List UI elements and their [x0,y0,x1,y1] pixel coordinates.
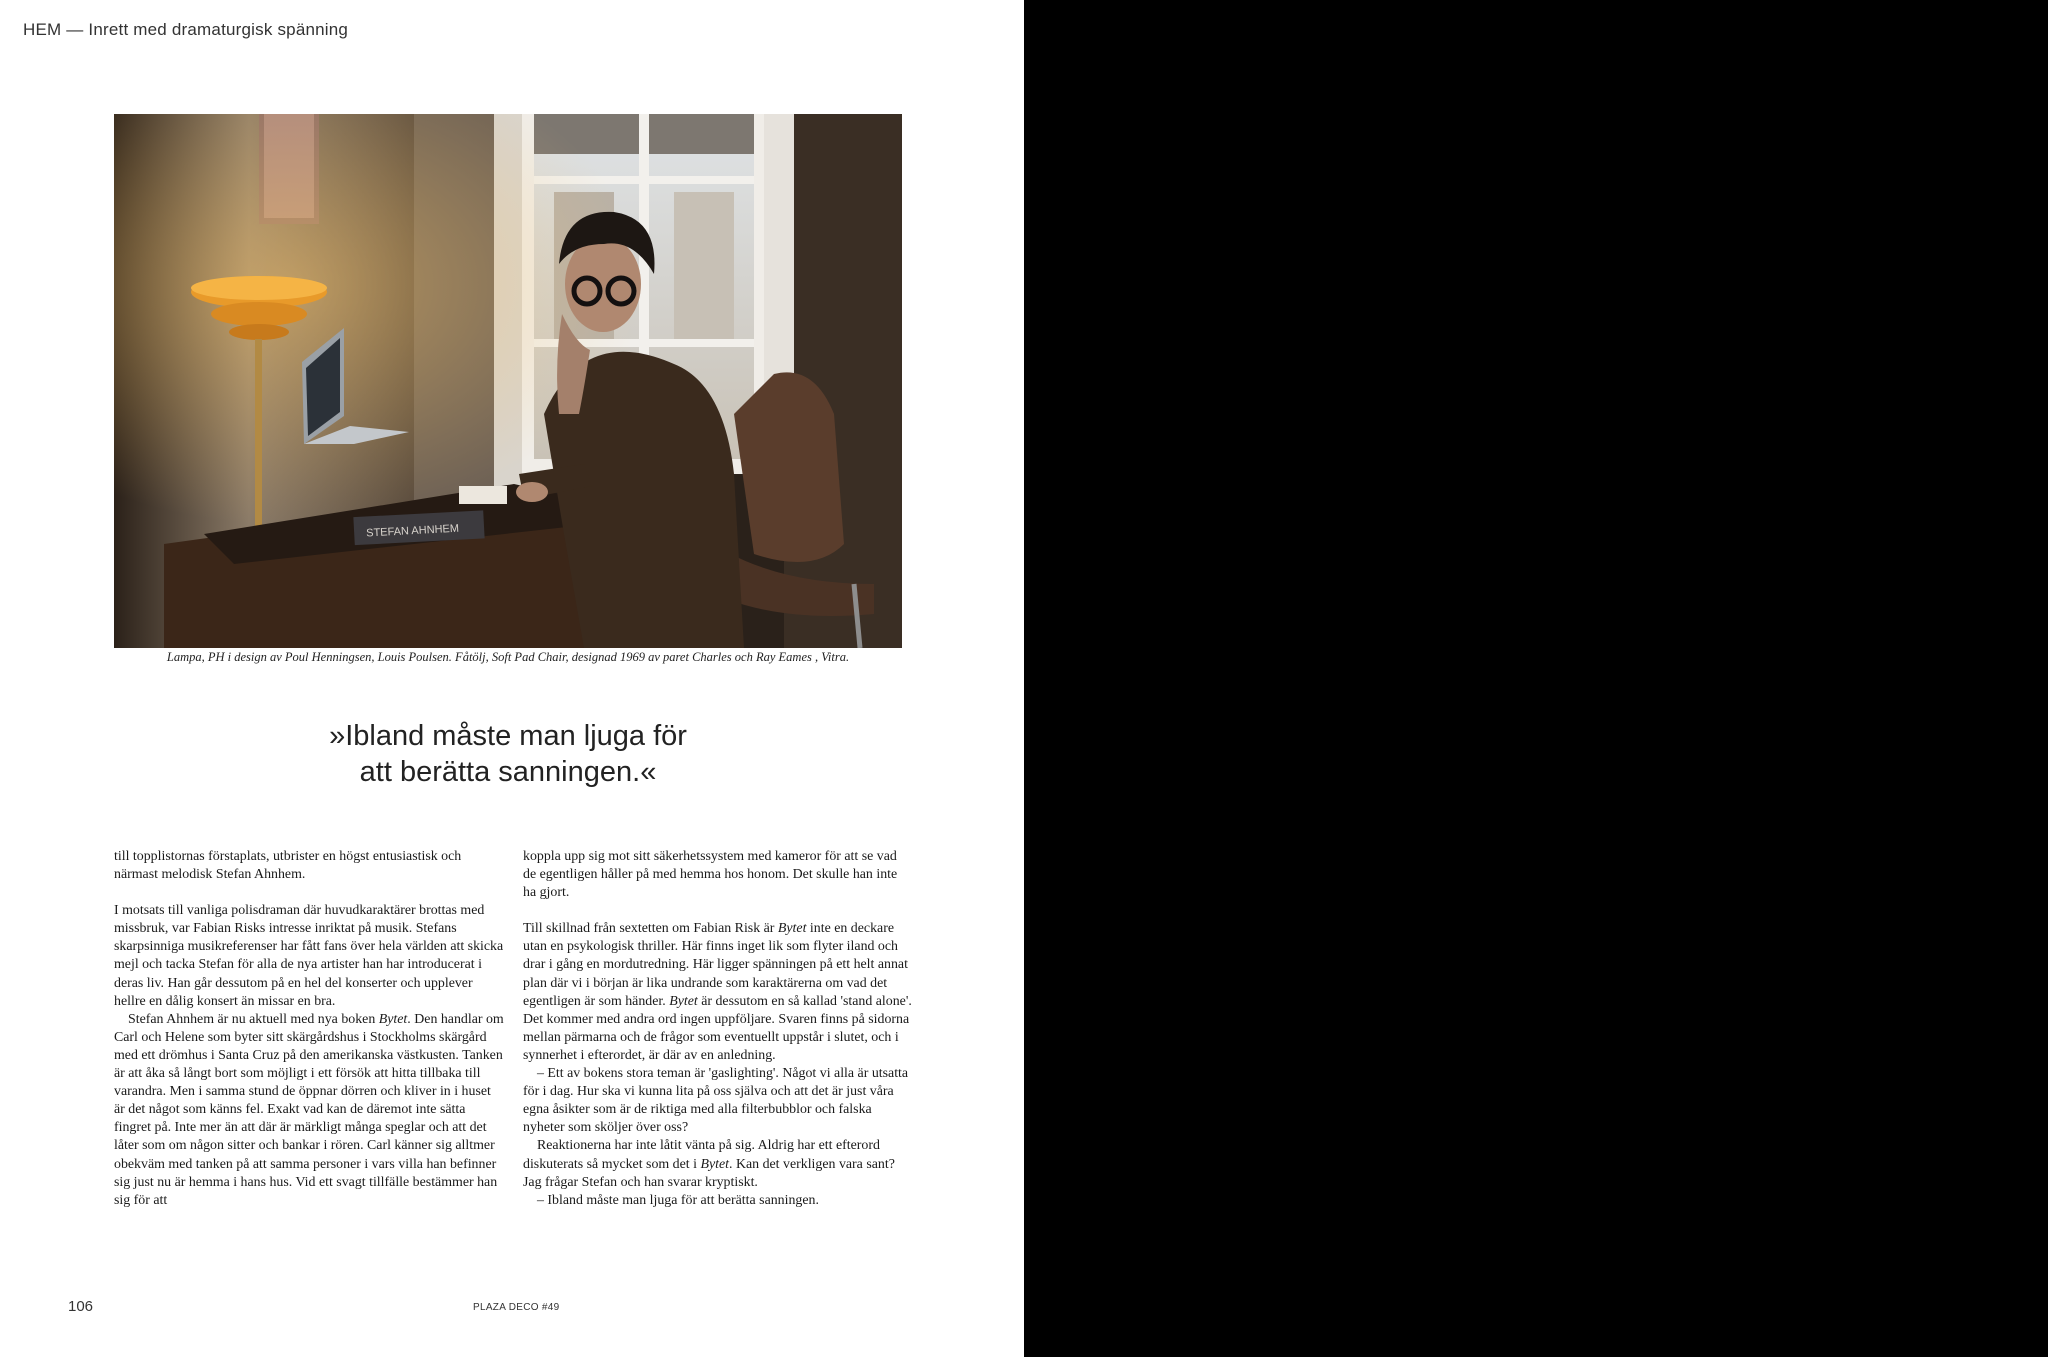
book-title: Bytet [378,1011,408,1027]
paragraph: I motsats till vanliga polisdraman där huvudkaraktärer brottas med missbruk, var Fabian Risks intresse inriktat på musik. Stefans skarpsinniga musikreferenser har fått fans över hela världen att skicka mejl och tacka Stefan för alla de nya artister han har introducerat i deras liv. Han går dessutom på en hel del konserter och upplever hellre en dålig konsert än missar en bra. [114,903,504,1009]
pull-quote [200,718,816,790]
paragraph: till topplistornas förstaplats, utbrister en högst entusiastisk och närmast melodisk Stefan Ahnhem. [114,849,462,883]
book-spine-text: STEFAN AHNHEM [365,522,460,540]
book-title: Bytet [700,1156,730,1172]
paragraph: koppla upp sig mot sitt säkerhetssystem med kameror för att se vad de egentligen håller på med hemma hos honom. Det skulle han inte ha gjort. [523,849,898,901]
pull-quote-line-1: »Ibland måste man ljuga för [329,720,687,752]
body-column-right [523,848,913,1210]
paragraph: Stefan Ahnhem är nu aktuell med nya boken Bytet. Den handlar om Carl och Helene som byter sitt skärgårdshus i Stockholms skärgård med ett drömhus i Santa Cruz på den amerikanska västkusten. Tanken är att åka så långt bort som möjligt i ett försök att hitta tillbaka till varandra. Men i samma stund de öppnar dörren och kliver in i huset är det något som känns fel. Exakt vad kan de däremot inte sätta fingret på. Inte mer än att där är märkligt många speglar och att det låter som om någon sitter och bankar i rören. Carl känner sig alltmer obekväm med tanken på att samma personer i vars villa han befinner sig just nu är hemma i hans hus. Vid ett svagt tillfälle bestämmer han sig för att [114,1011,504,1208]
body-column-left [114,848,504,1210]
page-number: 106 [68,1298,94,1315]
section-header: HEM — Inrett med dramaturgisk spänning [23,20,349,39]
paragraph: – Ett av bokens stora teman är 'gaslighting'. Något vi alla är utsatta för i dag. Hur ska vi kunna lita på oss själva och att det är just våra egna åsikter som är de riktiga med alla filterbubblor och falska nyheter som sköljer över oss? [523,1066,909,1136]
paragraph: – Ibland måste man ljuga för att berätta sanningen. [537,1192,819,1208]
paragraph: Till skillnad från sextetten om Fabian Risk är Bytet inte en deckare utan en psykologisk thriller. Här finns inget lik som flyter iland och drar i gång en mordutredning. Här ligger spänningen på ett helt annat plan där vi i början är lika undrande som karaktärerna om vad det egentligen är som händer. Bytet är dessutom en så kallad 'stand alone'. Det kommer med andra ord ingen uppföljare. Svaren finns på sidorna mellan pärmarna och de frågor som eventuellt uppstår i slutet, och i synnerhet i efterordet, är där av en anledning. [523,921,912,1063]
paragraph: Reaktionerna har inte låtit vänta på sig. Aldrig har ett efterord diskuterats så mycket som det i Bytet. Kan det verkligen vara sant? Jag frågar Stefan och han svarar kryptiskt. [523,1138,895,1190]
magazine-footer: PLAZA DECO #49 [473,1302,560,1313]
blank-black-page [1024,0,2048,1357]
book-title: Bytet [669,993,698,1009]
book-title: Bytet [777,921,807,937]
pull-quote-line-2: att berätta sanningen.« [359,756,657,788]
photo-caption: Lampa, PH i design av Poul Henningsen, Louis Poulsen. Fåtölj, Soft Pad Chair, designad 1969 av paret Charles och Ray Eames , Vitra. [166,650,850,664]
interior-photo [114,114,902,648]
